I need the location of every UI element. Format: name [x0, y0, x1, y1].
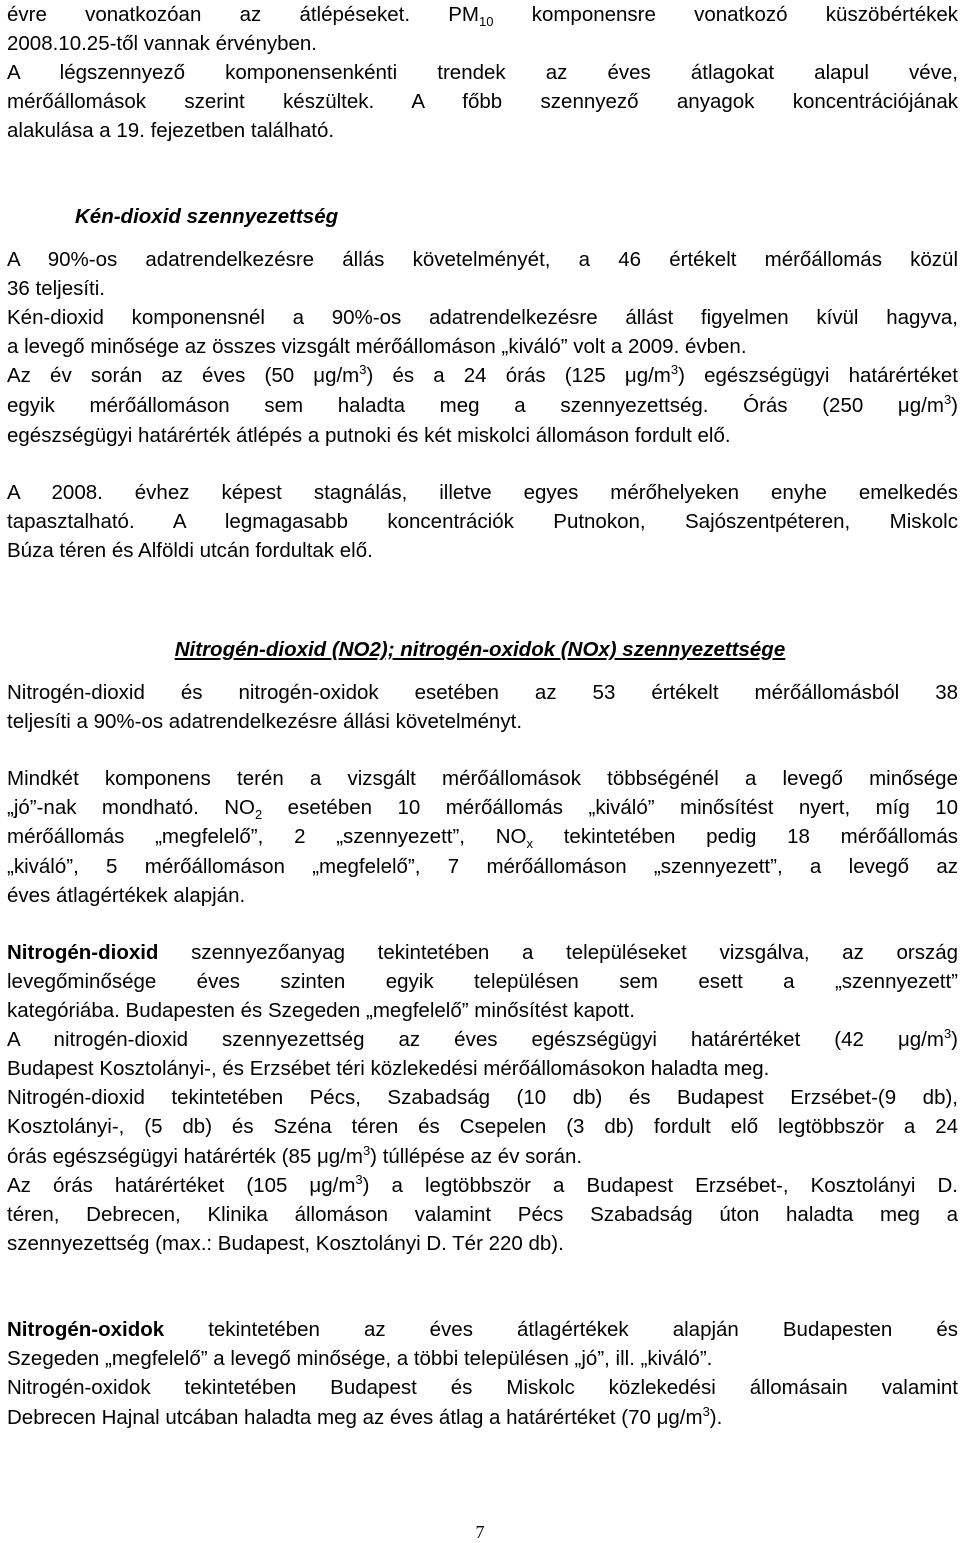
text-line: Az órás határértéket (105 $\mu g/m^3$) a legtöbbször a Budapest Erzsébet-, Kosztolányi D. — [7, 1172, 958, 1197]
text-line: A 90%-os adatrendelkezésre állás követelményét, a 46 értékelt mérőállomás közül — [7, 248, 958, 271]
text-line: A nitrogén-dioxid szennyezettség az éves egészségügyi határértéket (42 $\mu g/m^3$) — [7, 1026, 958, 1051]
text-line: Debrecen Hajnal utcában haladta meg az éves átlag a határértéket (70 $\mu g/m^3$). — [7, 1404, 723, 1429]
text-line: teljesíti a 90%-os adatrendelkezésre állási követelményt. — [7, 710, 523, 733]
page-number: 7 — [475, 1522, 485, 1542]
text-line: Nitrogén-oxidok tekintetében az éves átlagértékek alapján Budapesten és — [7, 1318, 958, 1341]
section-heading-no2: Nitrogén-dioxid (NO2); nitrogén-oxidok (NOx) szennyezettsége — [174, 638, 786, 661]
text-line: mérőállomások szerint készültek. A főbb szennyező anyagok koncentrációjának — [7, 90, 958, 113]
text-line: alakulása a 19. fejezetben található. — [7, 119, 335, 142]
text-line: kategóriába. Budapesten és Szegeden „megfelelő” minősítést kapott. — [7, 999, 635, 1022]
text-line: tapasztalható. A legmagasabb koncentrációk Putnokon, Sajószentpéteren, Miskolc — [7, 510, 958, 533]
text-line: egyik mérőállomáson sem haladta meg a szennyezettség. Órás (250 $\mu g/m^3$) — [7, 392, 958, 417]
text-line: a levegő minősége az összes vizsgált mérőállomáson „kiváló” volt a 2009. évben. — [7, 335, 747, 358]
text-line: éves átlagértékek alapján. — [7, 884, 246, 907]
text-line: A légszennyező komponensenkénti trendek az éves átlagokat alapul véve, — [7, 61, 958, 84]
text-line: Kosztolányi-, (5 db) és Széna téren és Csepelen (3 db) fordult elő legtöbbször a 24 — [7, 1115, 958, 1138]
text-line: Nitrogén-dioxid tekintetében Pécs, Szabadság (10 db) és Budapest Erzsébet-(9 db), — [7, 1086, 958, 1109]
text-line: 36 teljesíti. — [7, 277, 105, 300]
text-line: Az év során az éves (50 $\mu g/m^3$) és a 24 órás (125 $\mu g/m^3$) egészségügyi határértéket — [7, 362, 958, 387]
text-line: levegőminősége éves szinten egyik településen sem esett a „szennyezett” — [7, 970, 958, 993]
text-line: Mindkét komponens terén a vizsgált mérőállomások többségénél a levegő minősége — [7, 767, 958, 790]
text-line: egészségügyi határérték átlépés a putnoki és két miskolci állomáson fordult elő. — [7, 424, 731, 447]
text-line: Szegeden „megfelelő” a levegő minősége, a többi településen „jó”, ill. „kiváló”. — [7, 1347, 713, 1370]
text-line: Nitrogén-dioxid és nitrogén-oxidok esetében az 53 értékelt mérőállomásból 38 — [7, 681, 958, 704]
text-line: 2008.10.25-től vannak érvényben. — [7, 32, 318, 55]
text-line: „jó”-nak mondható. $NO_2$ esetében 10 mérőállomás „kiváló” minősítést nyert, míg 10 — [7, 796, 958, 822]
text-line: szennyezettség (max.: Budapest, Kosztolányi D. Tér 220 db). — [7, 1232, 564, 1255]
text-line: A 2008. évhez képest stagnálás, illetve egyes mérőhelyeken enyhe emelkedés — [7, 481, 958, 504]
text-line: órás egészségügyi határérték (85 $\mu g/m^3$) túllépése az év során. — [7, 1143, 583, 1168]
text-line: Búza téren és Alföldi utcán fordultak elő. — [7, 539, 373, 562]
section-heading-so2: Kén-dioxid szennyezettség — [75, 205, 339, 228]
text-line: évre vonatkozóan az átlépéseket. $PM_{10}$ komponensre vonatkozó küszöbértékek — [7, 3, 958, 29]
text-line: Kén-dioxid komponensnél a 90%-os adatrendelkezésre állást figyelmen kívül hagyva, — [7, 306, 958, 329]
text-line: mérőállomás „megfelelő”, 2 „szennyezett”, $NO_x$ tekintetében pedig 18 mérőállomás — [7, 825, 958, 851]
text-line: Nitrogén-oxidok tekintetében Budapest és Miskolc közlekedési állomásain valamint — [7, 1376, 958, 1399]
text-line: „kiváló”, 5 mérőállomáson „megfelelő”, 7 mérőállomáson „szennyezett”, a levegő az — [7, 855, 958, 878]
text-line: Nitrogén-dioxid szennyezőanyag tekintetében a településeket vizsgálva, az ország — [7, 941, 958, 964]
text-line: Budapest Kosztolányi-, és Erzsébet téri közlekedési mérőállomásokon haladta meg. — [7, 1057, 770, 1080]
text-line: téren, Debrecen, Klinika állomáson valamint Pécs Szabadság úton haladta meg a — [7, 1203, 958, 1226]
